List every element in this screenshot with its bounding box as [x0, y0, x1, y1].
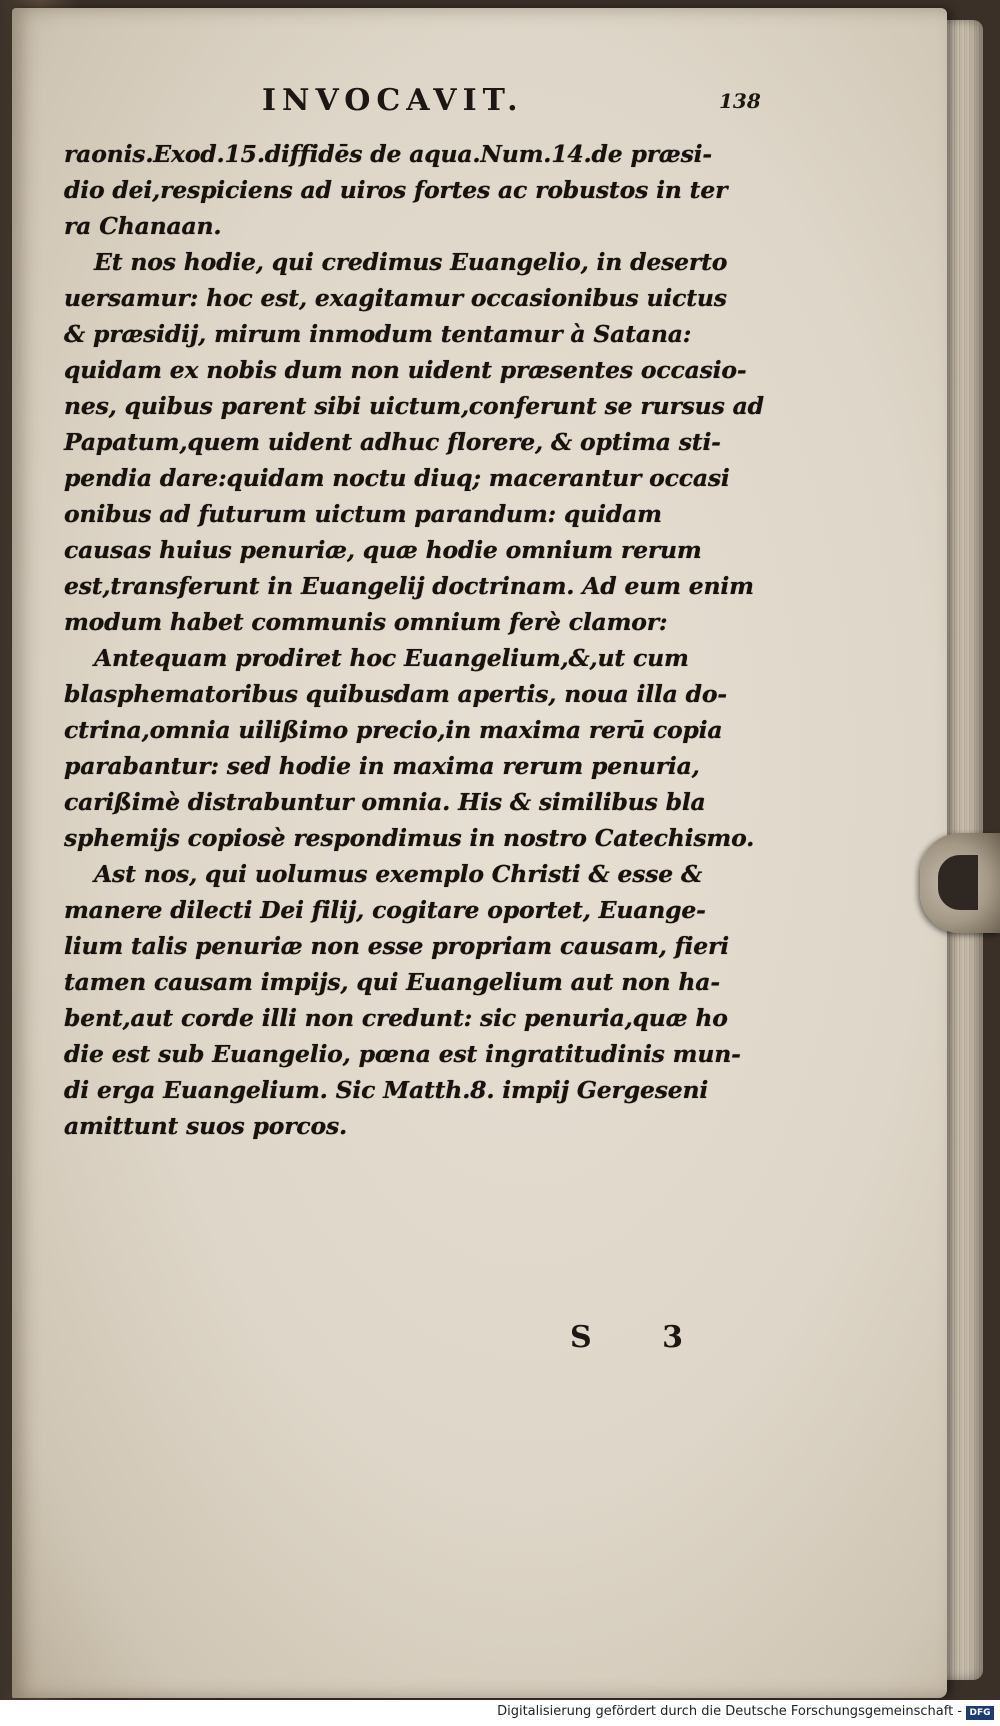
- text-line: dio dei,respiciens ad uiros fortes ac robustos in ter: [64, 176, 728, 204]
- text-line: nes, quibus parent sibi uictum,conferunt se rursus ad: [64, 392, 764, 420]
- text-line: lium talis penuriæ non esse propriam causam, fieri: [64, 932, 729, 960]
- dfg-logo: DFG: [966, 1706, 994, 1720]
- running-head: INVOCAVIT.: [262, 83, 524, 118]
- text-line: di erga Euangelium. Sic Matth.8. impij Gergeseni: [64, 1076, 709, 1104]
- text-line: sphemijs copiosè respondimus in nostro Catechismo.: [64, 824, 755, 852]
- text-line: Ast nos, qui uolumus exemplo Christi & esse &: [94, 860, 703, 888]
- text-line: causas huius penuriæ, quæ hodie omnium rerum: [64, 536, 702, 564]
- footer-bar: [0, 1700, 1000, 1726]
- folio-number: 138: [719, 89, 761, 113]
- text-line: amittunt suos porcos.: [64, 1112, 348, 1140]
- text-line: est,transferunt in Euangelij doctrinam. Ad eum enim: [64, 572, 754, 600]
- text-line: Antequam prodiret hoc Euangelium,&,ut cum: [94, 644, 689, 672]
- text-line: ra Chanaan.: [64, 212, 222, 240]
- text-line: uersamur: hoc est, exagitamur occasionibus uictus: [64, 284, 727, 312]
- text-line: Papatum,quem uident adhuc florere, & optima sti-: [64, 428, 721, 456]
- text-line: quidam ex nobis dum non uident præsentes occasio-: [64, 356, 747, 384]
- page-header: [12, 83, 947, 123]
- text-block: [64, 136, 764, 1144]
- text-line: Et nos hodie, qui credimus Euangelio, in deserto: [94, 248, 728, 276]
- text-line: tamen causam impijs, qui Euangelium aut non ha-: [64, 968, 720, 996]
- text-line: onibus ad futurum uictum parandum: quidam: [64, 500, 662, 528]
- text-line: & præsidij, mirum inmodum tentamur à Satana:: [64, 320, 692, 348]
- text-line: bent,aut corde illi non credunt: sic penuria,quæ ho: [64, 1004, 728, 1032]
- text-line: ctrina,omnia uilißimo precio,in maxima rerū copia: [64, 716, 723, 744]
- text-line: modum habet communis omnium ferè clamor:: [64, 608, 668, 636]
- signature-mark: S 3: [570, 1320, 713, 1355]
- clasp-opening: [938, 855, 978, 910]
- text-line: die est sub Euangelio, pœna est ingratitudinis mun-: [64, 1040, 741, 1068]
- funding-credit: Digitalisierung gefördert durch die Deutsche Forschungsgemeinschaft -: [497, 1704, 962, 1719]
- text-line: blasphematoribus quibusdam apertis, noua illa do-: [64, 680, 727, 708]
- text-line: parabantur: sed hodie in maxima rerum penuria,: [64, 752, 700, 780]
- text-line: pendia dare:quidam noctu diuq; macerantur occasi: [64, 464, 730, 492]
- text-line: carißimè distrabuntur omnia. His & similibus bla: [64, 788, 706, 816]
- text-line: raonis.Exod.15.diffidēs de aqua.Num.14.de præsi-: [64, 140, 712, 168]
- text-line: manere dilecti Dei filij, cogitare oportet, Euange-: [64, 896, 706, 924]
- book-page: [12, 8, 947, 1698]
